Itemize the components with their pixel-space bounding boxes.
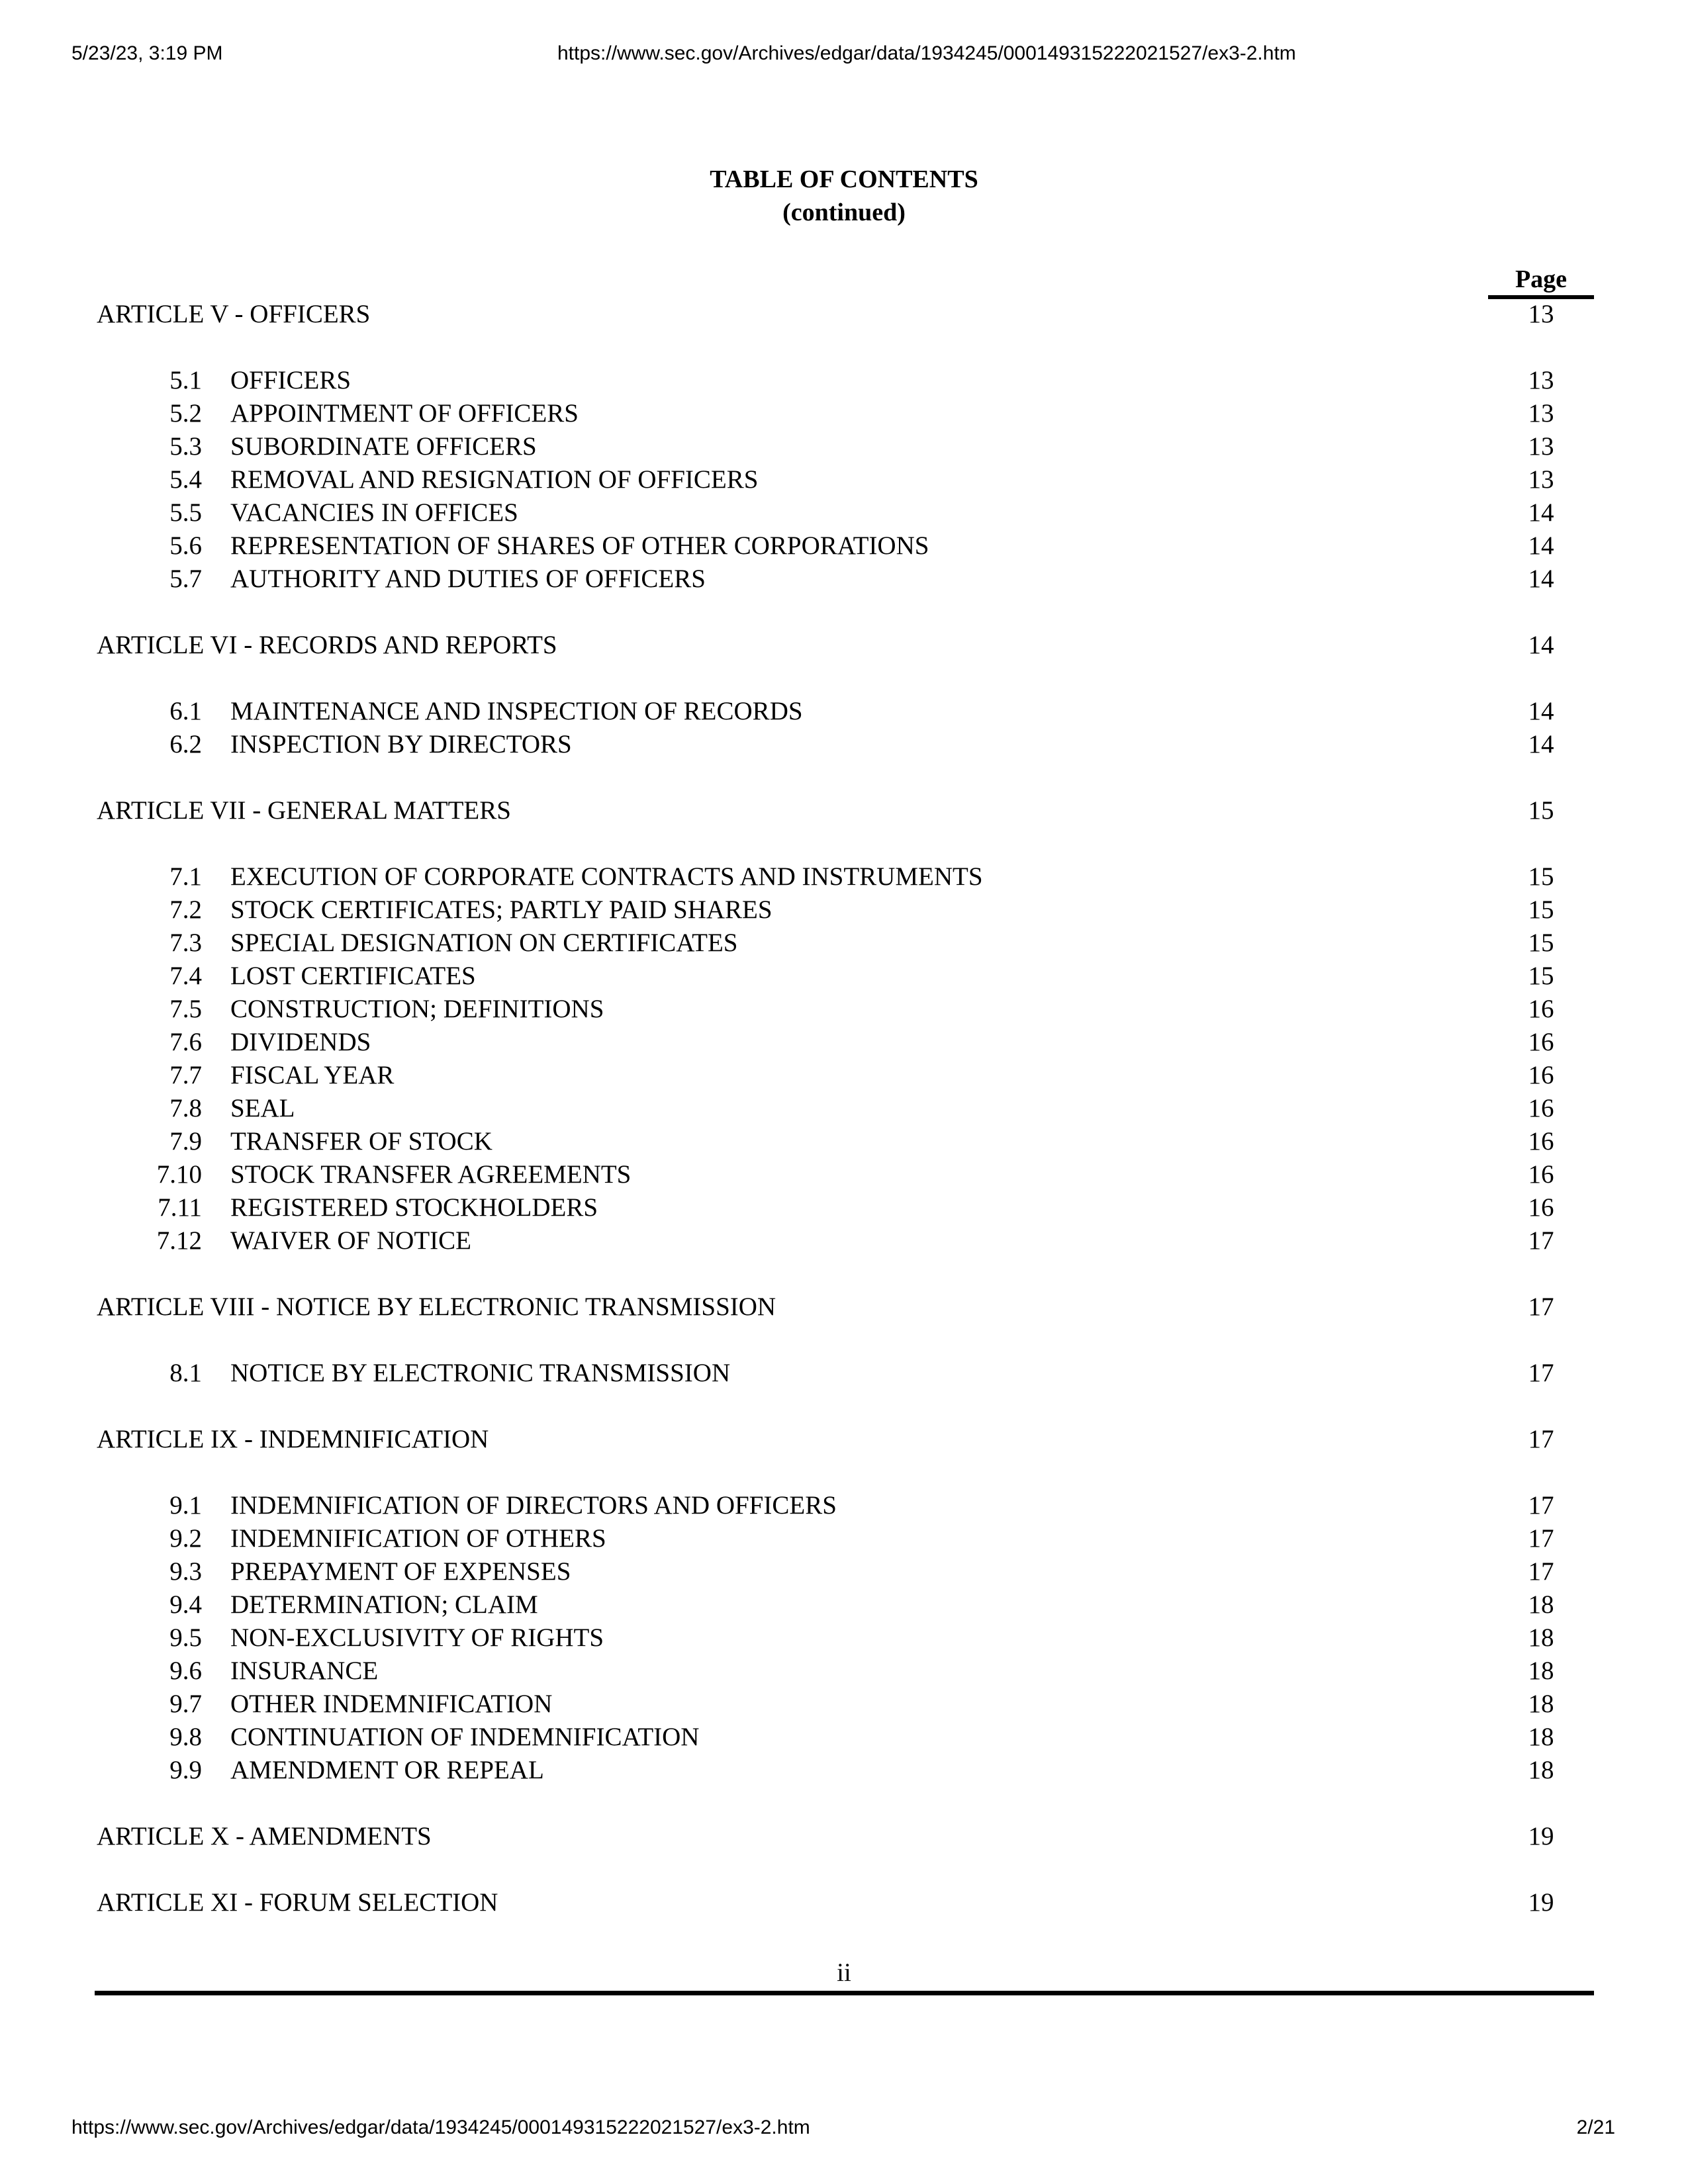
toc-section-entry[interactable] <box>0 1059 1688 1092</box>
toc-section-entry[interactable] <box>0 1621 1688 1655</box>
toc-article-title: ARTICLE IX - INDEMNIFICATION <box>97 1425 489 1453</box>
toc-section-title: WAIVER OF NOTICE <box>230 1226 471 1255</box>
toc-section-number: 7.7 <box>169 1061 202 1089</box>
toc-section-entry[interactable] <box>0 960 1688 993</box>
toc-page-number: 13 <box>1528 399 1554 428</box>
toc-page-number: 15 <box>1528 862 1554 891</box>
toc-section-number: 7.4 <box>169 962 202 990</box>
toc-section-entry[interactable] <box>0 1026 1688 1059</box>
toc-section-entry[interactable] <box>0 1588 1688 1621</box>
toc-page-number: 18 <box>1528 1756 1554 1784</box>
toc-article-title: ARTICLE XI - FORUM SELECTION <box>97 1888 498 1917</box>
toc-page-number: 16 <box>1528 1193 1554 1222</box>
toc-section-entry[interactable] <box>0 1191 1688 1224</box>
toc-section-number: 5.7 <box>169 565 202 593</box>
toc-section-entry[interactable] <box>0 893 1688 927</box>
toc-section-entry[interactable] <box>0 1688 1688 1721</box>
toc-section-title: INSPECTION BY DIRECTORS <box>230 730 572 758</box>
toc-section-title: AMENDMENT OR REPEAL <box>230 1756 544 1784</box>
toc-article-entry[interactable] <box>0 298 1688 331</box>
toc-section-number: 7.6 <box>169 1028 202 1056</box>
toc-section-title: SEAL <box>230 1094 295 1122</box>
toc-section-title: LOST CERTIFICATES <box>230 962 476 990</box>
toc-section-title: EXECUTION OF CORPORATE CONTRACTS AND INSTRUMENTS <box>230 862 983 891</box>
toc-title: TABLE OF CONTENTS <box>710 165 978 193</box>
toc-heading <box>0 163 1688 229</box>
toc-section-number: 9.8 <box>169 1723 202 1751</box>
toc-article-title: ARTICLE VIII - NOTICE BY ELECTRONIC TRANSMISSION <box>97 1293 776 1321</box>
toc-article-entry[interactable] <box>0 629 1688 662</box>
toc-page-number: 15 <box>1528 895 1554 924</box>
toc-page-number: 17 <box>1528 1524 1554 1553</box>
toc-section-title: INDEMNIFICATION OF DIRECTORS AND OFFICERS <box>230 1491 837 1520</box>
toc-section-entry[interactable] <box>0 463 1688 496</box>
toc-section-number: 5.1 <box>169 366 202 394</box>
toc-section-entry[interactable] <box>0 728 1688 761</box>
toc-section-entry[interactable] <box>0 1357 1688 1390</box>
toc-section-title: VACANCIES IN OFFICES <box>230 498 518 527</box>
toc-page-number: 14 <box>1528 697 1554 725</box>
toc-section-title: DIVIDENDS <box>230 1028 371 1056</box>
toc-section-title: STOCK TRANSFER AGREEMENTS <box>230 1160 632 1189</box>
toc-section-entry[interactable] <box>0 1224 1688 1257</box>
toc-section-number: 7.11 <box>158 1193 202 1222</box>
toc-page-number: 15 <box>1528 796 1554 825</box>
toc-section-entry[interactable] <box>0 1721 1688 1754</box>
toc-page-number: 17 <box>1528 1293 1554 1321</box>
toc-page-number: 14 <box>1528 565 1554 593</box>
toc-section-number: 8.1 <box>169 1359 202 1387</box>
toc-section-title: STOCK CERTIFICATES; PARTLY PAID SHARES <box>230 895 773 924</box>
toc-page-number: 14 <box>1528 730 1554 758</box>
toc-section-entry[interactable] <box>0 563 1688 596</box>
toc-section-entry[interactable] <box>0 1522 1688 1555</box>
toc-section-entry[interactable] <box>0 993 1688 1026</box>
toc-section-number: 9.6 <box>169 1657 202 1685</box>
toc-article-title: ARTICLE V - OFFICERS <box>97 300 371 328</box>
toc-section-entry[interactable] <box>0 430 1688 463</box>
toc-page-number: 16 <box>1528 1028 1554 1056</box>
toc-section-entry[interactable] <box>0 1158 1688 1191</box>
toc-section-number: 9.2 <box>169 1524 202 1553</box>
toc-page-number: 18 <box>1528 1623 1554 1652</box>
toc-section-entry[interactable] <box>0 1655 1688 1688</box>
toc-page-number: 14 <box>1528 498 1554 527</box>
toc-section-number: 7.5 <box>169 995 202 1023</box>
toc-page-number: 19 <box>1528 1888 1554 1917</box>
toc-article-entry[interactable] <box>0 1886 1688 1919</box>
print-header-url: https://www.sec.gov/Archives/edgar/data/1934245/000149315222021527/ex3-2.htm <box>557 42 1296 64</box>
page-number: ii <box>837 1958 851 1987</box>
toc-subtitle: (continued) <box>782 199 906 226</box>
toc-page-number: 17 <box>1528 1425 1554 1453</box>
toc-page-number: 13 <box>1528 432 1554 461</box>
toc-section-entry[interactable] <box>0 364 1688 397</box>
toc-section-title: TRANSFER OF STOCK <box>230 1127 492 1156</box>
toc-section-number: 7.12 <box>156 1226 202 1255</box>
toc-section-title: SPECIAL DESIGNATION ON CERTIFICATES <box>230 929 738 957</box>
toc-page-number: 13 <box>1528 465 1554 494</box>
toc-page-number: 15 <box>1528 929 1554 957</box>
toc-section-entry[interactable] <box>0 529 1688 563</box>
toc-article-entry[interactable] <box>0 1291 1688 1324</box>
print-page-counter: 2/21 <box>1576 2116 1615 2138</box>
toc-page-number: 14 <box>1528 631 1554 659</box>
toc-page-number: 19 <box>1528 1822 1554 1850</box>
toc-section-number: 7.3 <box>169 929 202 957</box>
toc-section-entry[interactable] <box>0 496 1688 529</box>
toc-article-title: ARTICLE VI - RECORDS AND REPORTS <box>97 631 557 659</box>
toc-article-title: ARTICLE X - AMENDMENTS <box>97 1822 432 1850</box>
toc-section-title: NOTICE BY ELECTRONIC TRANSMISSION <box>230 1359 731 1387</box>
toc-section-title: REMOVAL AND RESIGNATION OF OFFICERS <box>230 465 759 494</box>
toc-section-entry[interactable] <box>0 397 1688 430</box>
toc-section-number: 7.8 <box>169 1094 202 1122</box>
toc-section-number: 5.5 <box>169 498 202 527</box>
toc-page-number: 15 <box>1528 962 1554 990</box>
toc-page-number: 18 <box>1528 1590 1554 1619</box>
toc-section-title: REPRESENTATION OF SHARES OF OTHER CORPORATIONS <box>230 531 929 560</box>
toc-page-number: 16 <box>1528 1061 1554 1089</box>
toc-article-entry[interactable] <box>0 1423 1688 1456</box>
toc-section-number: 5.6 <box>169 531 202 560</box>
toc-section-number: 6.1 <box>169 697 202 725</box>
toc-section-number: 7.1 <box>169 862 202 891</box>
toc-page-number: 13 <box>1528 300 1554 328</box>
toc-page-number: 16 <box>1528 1127 1554 1156</box>
toc-article-entry[interactable] <box>0 1820 1688 1853</box>
toc-section-number: 9.1 <box>169 1491 202 1520</box>
toc-section-number: 5.2 <box>169 399 202 428</box>
toc-section-entry[interactable] <box>0 1489 1688 1522</box>
toc-page-number: 18 <box>1528 1657 1554 1685</box>
toc-section-title: PREPAYMENT OF EXPENSES <box>230 1557 571 1586</box>
toc-page-number: 18 <box>1528 1723 1554 1751</box>
toc-page-number: 17 <box>1528 1226 1554 1255</box>
toc-article-title: ARTICLE VII - GENERAL MATTERS <box>97 796 511 825</box>
toc-article-entry[interactable] <box>0 794 1688 827</box>
toc-section-title: CONSTRUCTION; DEFINITIONS <box>230 995 604 1023</box>
page-column-header: Page <box>1515 265 1568 293</box>
toc-section-number: 7.2 <box>169 895 202 924</box>
toc-section-entry[interactable] <box>0 695 1688 728</box>
toc-section-title: INSURANCE <box>230 1657 379 1685</box>
toc-section-title: INDEMNIFICATION OF OTHERS <box>230 1524 606 1553</box>
toc-section-title: NON-EXCLUSIVITY OF RIGHTS <box>230 1623 604 1652</box>
toc-section-number: 9.4 <box>169 1590 202 1619</box>
toc-page-number: 18 <box>1528 1690 1554 1718</box>
toc-section-title: OTHER INDEMNIFICATION <box>230 1690 553 1718</box>
toc-page-number: 17 <box>1528 1557 1554 1586</box>
toc-section-title: OFFICERS <box>230 366 352 394</box>
print-footer-url: https://www.sec.gov/Archives/edgar/data/1934245/000149315222021527/ex3-2.htm <box>71 2116 810 2138</box>
toc-section-number: 5.3 <box>169 432 202 461</box>
toc-section-title: AUTHORITY AND DUTIES OF OFFICERS <box>230 565 706 593</box>
toc-section-entry[interactable] <box>0 1092 1688 1125</box>
toc-page-number: 16 <box>1528 1160 1554 1189</box>
print-timestamp: 5/23/23, 3:19 PM <box>71 42 223 64</box>
toc-section-number: 6.2 <box>169 730 202 758</box>
toc-section-number: 9.7 <box>169 1690 202 1718</box>
toc-page-number: 17 <box>1528 1491 1554 1520</box>
page-bottom-rule <box>95 1991 1594 1995</box>
toc-section-entry[interactable] <box>0 1555 1688 1588</box>
toc-page-number: 17 <box>1528 1359 1554 1387</box>
toc-section-title: CONTINUATION OF INDEMNIFICATION <box>230 1723 700 1751</box>
toc-section-title: REGISTERED STOCKHOLDERS <box>230 1193 598 1222</box>
toc-section-entry[interactable] <box>0 1754 1688 1787</box>
toc-page-number: 16 <box>1528 1094 1554 1122</box>
toc-section-title: MAINTENANCE AND INSPECTION OF RECORDS <box>230 697 803 725</box>
toc-section-number: 9.5 <box>169 1623 202 1652</box>
toc-section-title: APPOINTMENT OF OFFICERS <box>230 399 579 428</box>
toc-section-number: 7.10 <box>156 1160 202 1189</box>
toc-page-number: 16 <box>1528 995 1554 1023</box>
toc-page-number: 14 <box>1528 531 1554 560</box>
toc-section-number: 7.9 <box>169 1127 202 1156</box>
toc-section-title: FISCAL YEAR <box>230 1061 395 1089</box>
toc-section-number: 9.9 <box>169 1756 202 1784</box>
toc-section-title: DETERMINATION; CLAIM <box>230 1590 538 1619</box>
toc-section-entry[interactable] <box>0 860 1688 893</box>
toc-section-entry[interactable] <box>0 1125 1688 1158</box>
toc-section-title: SUBORDINATE OFFICERS <box>230 432 537 461</box>
toc-section-number: 5.4 <box>169 465 202 494</box>
toc-section-entry[interactable] <box>0 927 1688 960</box>
toc-section-number: 9.3 <box>169 1557 202 1586</box>
toc-page-number: 13 <box>1528 366 1554 394</box>
